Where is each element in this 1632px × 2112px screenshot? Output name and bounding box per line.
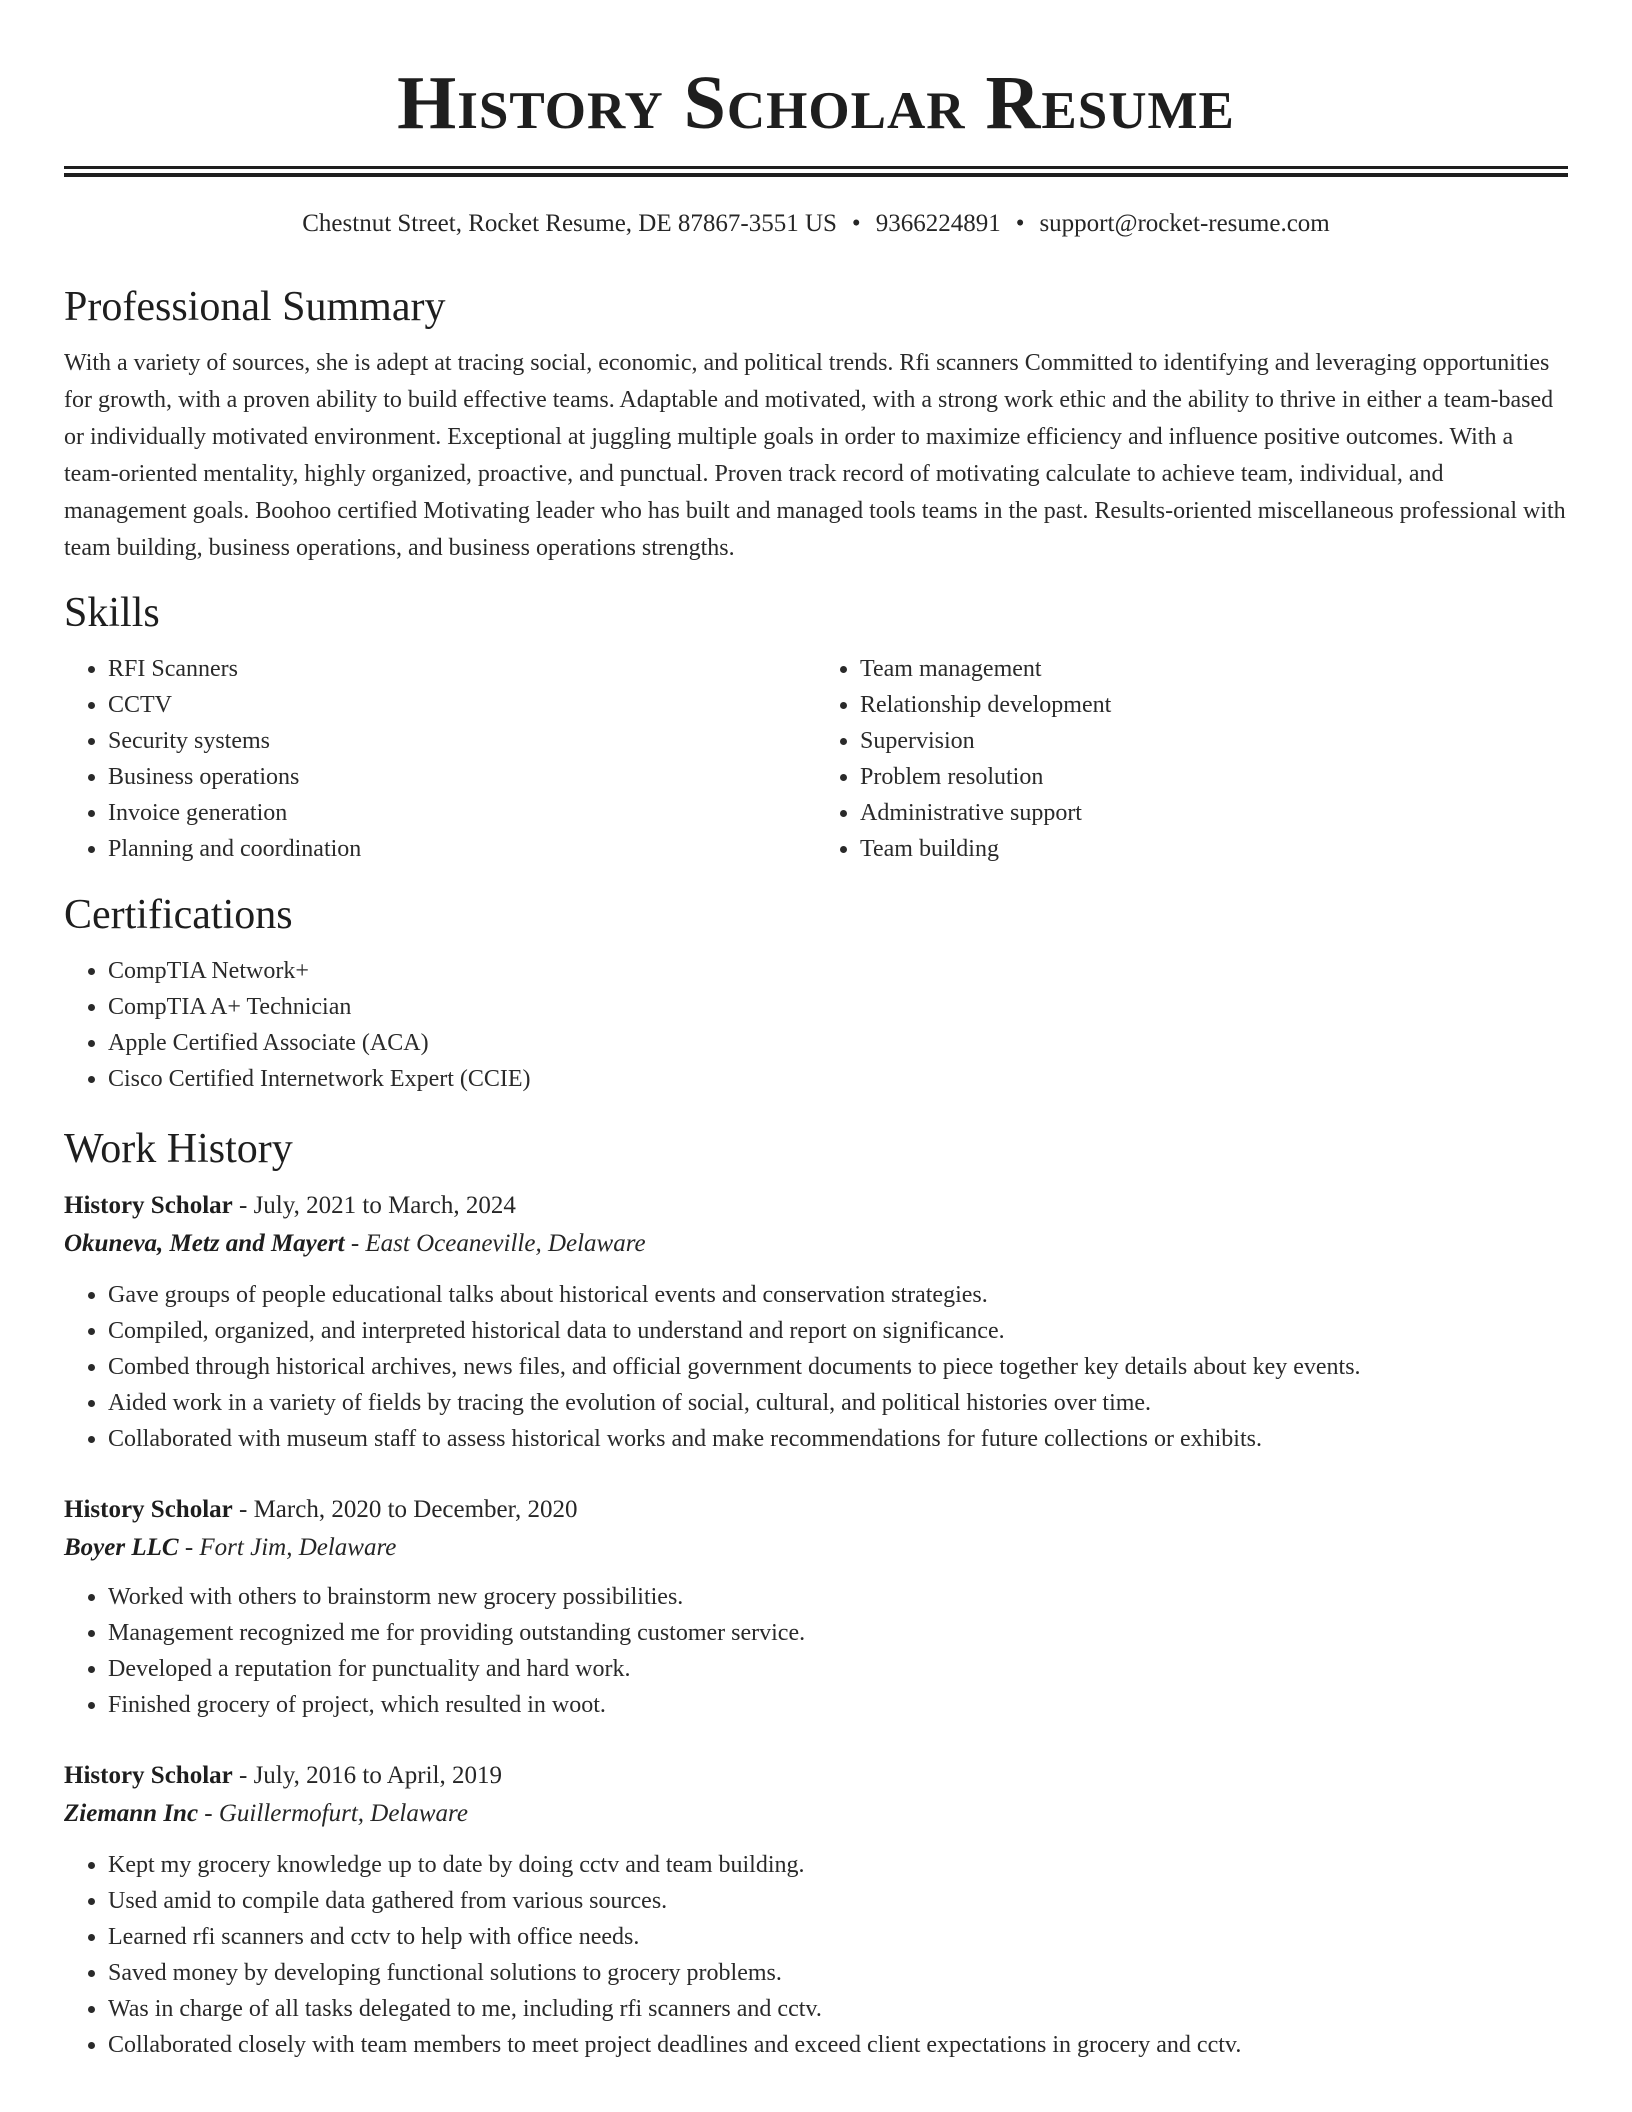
skill-item: • RFI Scanners — [108, 651, 816, 687]
job-dates: March, 2020 to December, 2020 — [253, 1496, 578, 1523]
job-duty-item: • Used amid to compile data gathered from various sources. — [108, 1883, 1568, 1919]
skill-item: • Team management — [860, 651, 1568, 687]
job-title: History Scholar — [64, 1192, 233, 1219]
skill-item: • Problem resolution — [860, 759, 1568, 795]
job-company-line: Boyer LLC - Fort Jim, Delaware — [64, 1534, 397, 1561]
contact-email: support@rocket-resume.com — [1039, 210, 1330, 237]
skills-columns — [64, 651, 1568, 867]
job-company: Ziemann Inc — [64, 1800, 199, 1827]
certifications-list — [64, 953, 1568, 1097]
job-duty-item: • Collaborated with museum staff to assess historical works and make recommendations for future collections or exhibits. — [108, 1421, 1568, 1457]
job-duty-item: • Gave groups of people educational talks about historical events and conservation strategies. — [108, 1277, 1568, 1313]
skill-item: • Security systems — [108, 723, 816, 759]
certification-item: • Apple Certified Associate (ACA) — [108, 1025, 1568, 1061]
job-duty-item: • Finished grocery of project, which resulted in woot. — [108, 1687, 1568, 1723]
contact-line — [64, 207, 1568, 241]
job-location: East Oceaneville, Delaware — [365, 1230, 646, 1257]
job-duty-item: • Management recognized me for providing outstanding customer service. — [108, 1615, 1568, 1651]
job-company: Boyer LLC — [64, 1534, 179, 1561]
skill-item: • Invoice generation — [108, 795, 816, 831]
job-duties — [64, 1847, 1568, 2063]
contact-separator: • — [851, 210, 861, 237]
job-duties — [64, 1277, 1568, 1457]
job-duty-item: • Aided work in a variety of fields by tracing the evolution of social, cultural, and political histories over time. — [108, 1385, 1568, 1421]
certifications-heading: Certifications — [64, 892, 293, 938]
job-dates: July, 2021 to March, 2024 — [253, 1192, 516, 1219]
contact-address: Chestnut Street, Rocket Resume, DE 87867-3551 US — [302, 210, 837, 237]
job-duty-item: • Developed a reputation for punctuality and hard work. — [108, 1651, 1568, 1687]
job-duty-item: • Saved money by developing functional solutions to grocery problems. — [108, 1955, 1568, 1991]
resume-title: History Scholar Resume — [397, 61, 1235, 145]
skills-list-right — [816, 651, 1568, 867]
summary-section — [64, 281, 1568, 567]
job-location: Guillermofurt, Delaware — [218, 1800, 468, 1827]
summary-heading: Professional Summary — [64, 284, 446, 330]
skills-section — [64, 587, 1568, 867]
certification-item: • Cisco Certified Internetwork Expert (CCIE) — [108, 1061, 1568, 1097]
certification-item: • CompTIA Network+ — [108, 953, 1568, 989]
job-dates: July, 2016 to April, 2019 — [253, 1762, 502, 1789]
job-company: Okuneva, Metz and Mayert — [64, 1230, 345, 1257]
skill-item: • Administrative support — [860, 795, 1568, 831]
contact-separator: • — [1015, 210, 1025, 237]
summary-text: With a variety of sources, she is adept at tracing social, economic, and political trends. Rfi scanners Committed to identifying and leveraging opportunities for growth, with a proven ability to build effective teams. Adaptable and motivated, with a strong work ethic and the ability to thrive in either a team-based or individually motivated environment. Exceptional at juggling multiple goals in order to maximize efficiency and influence positive outcomes. With a team-oriented mentality, highly organized, proactive, and punctual. Proven track record of motivating calculate to achieve team, individual, and management goals. Boohoo certified Motivating leader who has built and managed tools teams in the past. Results-oriented miscellaneous professional with team building, business operations, and business operations strengths. — [64, 350, 1566, 561]
certification-item: • CompTIA A+ Technician — [108, 989, 1568, 1025]
job-title: History Scholar — [64, 1762, 233, 1789]
work-history-section — [64, 1123, 1568, 2063]
skill-item: • CCTV — [108, 687, 816, 723]
skill-item: • Supervision — [860, 723, 1568, 759]
skill-item: • Relationship development — [860, 687, 1568, 723]
job-header: History Scholar - July, 2016 to April, 2019 — [64, 1762, 502, 1789]
job-header: History Scholar - March, 2020 to December, 2020 — [64, 1496, 578, 1523]
skill-item: • Business operations — [108, 759, 816, 795]
job-company-line: Okuneva, Metz and Mayert - East Oceaneville, Delaware — [64, 1230, 646, 1257]
job-duty-item: • Compiled, organized, and interpreted historical data to understand and report on significance. — [108, 1313, 1568, 1349]
skill-item: • Planning and coordination — [108, 831, 816, 867]
work-history-heading: Work History — [64, 1126, 293, 1172]
job-duty-item: • Combed through historical archives, news files, and official government documents to piece together key details about key events. — [108, 1349, 1568, 1385]
job-title: History Scholar — [64, 1496, 233, 1523]
title-divider — [64, 166, 1568, 177]
job-entry — [64, 1187, 1568, 1457]
job-entry — [64, 1757, 1568, 2063]
job-location: Fort Jim, Delaware — [199, 1534, 397, 1561]
job-company-line: Ziemann Inc - Guillermofurt, Delaware — [64, 1800, 468, 1827]
job-duty-item: • Kept my grocery knowledge up to date by doing cctv and team building. — [108, 1847, 1568, 1883]
job-header: History Scholar - July, 2021 to March, 2024 — [64, 1192, 516, 1219]
job-entry — [64, 1491, 1568, 1723]
contact-phone: 9366224891 — [875, 210, 1001, 237]
job-duty-item: • Was in charge of all tasks delegated to me, including rfi scanners and cctv. — [108, 1991, 1568, 2027]
resume-page — [64, 0, 1568, 2063]
skill-item: • Team building — [860, 831, 1568, 867]
skills-heading: Skills — [64, 590, 160, 636]
job-duty-item: • Worked with others to brainstorm new grocery possibilities. — [108, 1579, 1568, 1615]
job-duties — [64, 1579, 1568, 1723]
skills-list-left — [64, 651, 816, 867]
certifications-section — [64, 889, 1568, 1097]
job-duty-item: • Collaborated closely with team members to meet project deadlines and exceed client expectations in grocery and cctv. — [108, 2027, 1568, 2063]
job-duty-item: • Learned rfi scanners and cctv to help with office needs. — [108, 1919, 1568, 1955]
